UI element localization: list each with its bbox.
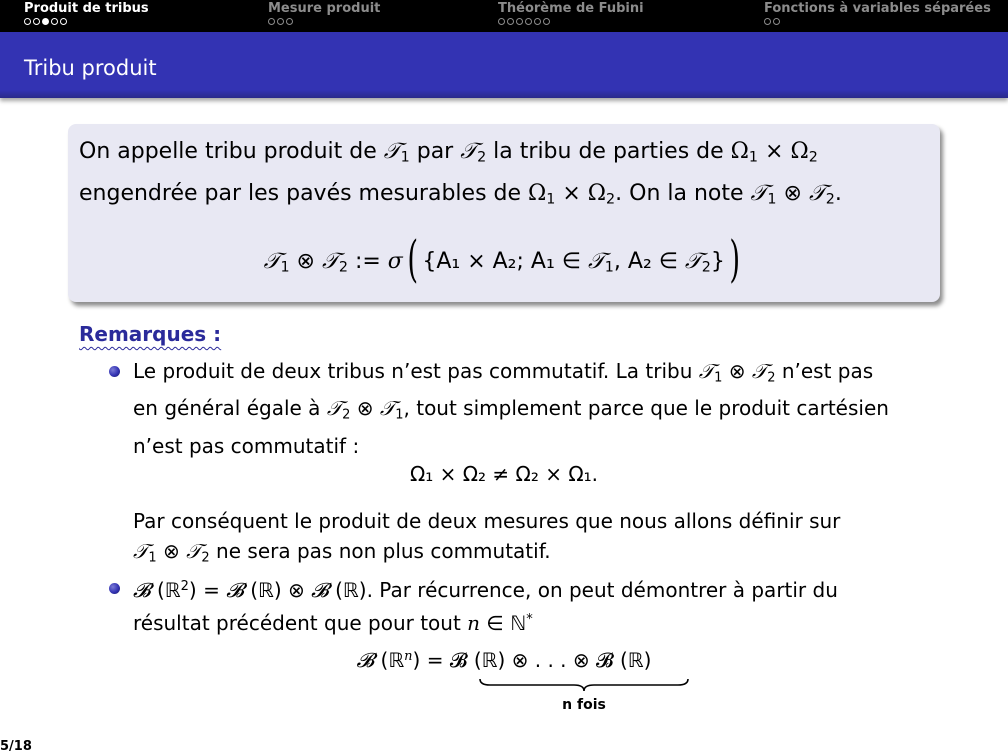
- remark2-text-a: . Par récurrence, on peut démontrer à partir du: [366, 578, 838, 603]
- nav-slide-dots: [764, 18, 991, 25]
- nav-section-title[interactable]: Mesure produit: [268, 1, 381, 16]
- remark1-text-e: n’est pas commutatif :: [133, 433, 360, 458]
- def-text-5: . On la note: [615, 180, 751, 206]
- def-eq-set2: , A₂ ∈: [613, 249, 685, 274]
- remark1-text-c: en général égale à: [133, 396, 327, 421]
- def-text-3: la tribu de parties de: [486, 139, 731, 164]
- nav-slide-dot[interactable]: [516, 18, 523, 25]
- nav-slide-dot[interactable]: [286, 18, 293, 25]
- frame-title: Tribu produit: [24, 56, 157, 80]
- def-text-4: engendrée par les pavés mesurables de: [79, 180, 529, 206]
- remark2-text-b: résultat précédent que pour tout: [133, 611, 468, 636]
- nav-section-produit-de-tribus[interactable]: [24, 1, 149, 25]
- noncommutative-equation: Ω₁ × Ω₂ ≠ Ω₂ × Ω₁.: [410, 462, 598, 486]
- remark1-text-b: n’est pas: [775, 359, 874, 383]
- def-eq-set: {A₁ × A₂; A₁ ∈: [422, 249, 588, 274]
- def-text-1: On appelle tribu produit de: [79, 139, 384, 164]
- remark-item-1-continued: Par conséquent le produit de deux mesures que nous allons définir sur 𝒯$_1$ ⊗ 𝒯$_2$ ne sera pas non plus commutatif.: [133, 509, 841, 566]
- remark-item-2: 𝓑 (ℝ$^2$) = 𝓑 (ℝ) ⊗ 𝓑 (ℝ). Par récurrence, on peut démontrer à partir du résultat précédent que pour tout n ∈ ℕ*: [133, 578, 838, 636]
- nav-slide-dot[interactable]: [33, 18, 40, 25]
- remark1-text-f: Par conséquent le produit de deux mesures que nous allons définir sur: [133, 509, 841, 533]
- bullet-icon: [109, 366, 120, 377]
- remark1-text-d: , tout simplement parce que le produit cartésien: [403, 396, 889, 421]
- nav-section-title[interactable]: Produit de tribus: [24, 1, 149, 16]
- nav-slide-dot-current[interactable]: [42, 18, 49, 25]
- def-eq-assign: :=: [347, 249, 388, 274]
- nav-slide-dot[interactable]: [773, 18, 780, 25]
- definition-block: [68, 124, 940, 302]
- nav-section-title[interactable]: Théorème de Fubini: [498, 1, 644, 16]
- def-text-2: par: [409, 139, 461, 164]
- section-navigation: [0, 0, 1008, 32]
- nav-slide-dot[interactable]: [534, 18, 541, 25]
- frame-title-bar: [0, 32, 1008, 98]
- nav-section-fonctions-variables-separees[interactable]: [764, 1, 991, 25]
- nav-slide-dot[interactable]: [525, 18, 532, 25]
- nav-section-title[interactable]: Fonctions à variables séparées: [764, 1, 991, 16]
- borel-product-rhs: 𝓑 (ℝ) ⊗ . . . ⊗ 𝓑 (ℝ): [449, 648, 652, 672]
- underbrace-icon: [478, 678, 690, 692]
- nav-slide-dot[interactable]: [24, 18, 31, 25]
- nav-slide-dot[interactable]: [498, 18, 505, 25]
- nav-slide-dot[interactable]: [277, 18, 284, 25]
- nav-slide-dot[interactable]: [764, 18, 771, 25]
- nav-slide-dot[interactable]: [268, 18, 275, 25]
- underbrace-label: n fois: [562, 697, 606, 713]
- nav-slide-dots: [268, 18, 380, 25]
- remarks-heading: Remarques :: [79, 322, 222, 346]
- borel-product-equation: 𝓑 (ℝ$^n$) = 𝓑 (ℝ) ⊗ . . . ⊗ 𝓑 (ℝ): [356, 648, 652, 672]
- definition-equation: 𝒯$_1$ ⊗ 𝒯$_2$ := σ( {A₁ × A₂; A₁ ∈ 𝒯$_1$, A₂ ∈ 𝒯$_2$}): [263, 230, 741, 288]
- nav-slide-dots: [24, 18, 149, 25]
- nav-slide-dot[interactable]: [60, 18, 67, 25]
- nav-section-theoreme-de-fubini[interactable]: [498, 1, 644, 25]
- def-text-6: .: [834, 180, 842, 206]
- remark1-text-a: Le produit de deux tribus n’est pas commutatif. La tribu: [133, 359, 699, 383]
- remark-item-1: Le produit de deux tribus n’est pas commutatif. La tribu 𝒯$_1$ ⊗ 𝒯$_2$ n’est pas en général égale à 𝒯$_2$ ⊗ 𝒯$_1$, tout simplement parce que le produit cartésien n’est pas commutatif :: [133, 359, 889, 458]
- def-eq-end: }: [710, 249, 725, 274]
- definition-text: On appelle tribu produit de 𝒯$_1$ par 𝒯$_2$ la tribu de parties de $\Omega_1 \times \Omega_2$ engendrée par les pavés mesurables de $\Omega_1 \times \Omega_2$. On la note 𝒯$_1$ ⊗ 𝒯$_2$.: [79, 139, 842, 208]
- nav-slide-dot[interactable]: [543, 18, 550, 25]
- nav-slide-dot[interactable]: [507, 18, 514, 25]
- page-number: 5/18: [0, 739, 32, 754]
- bullet-icon: [109, 583, 120, 594]
- remark1-text-g: ne sera pas non plus commutatif.: [209, 539, 551, 563]
- nav-slide-dot[interactable]: [51, 18, 58, 25]
- nav-slide-dots: [498, 18, 644, 25]
- nav-section-mesure-produit[interactable]: [268, 1, 380, 25]
